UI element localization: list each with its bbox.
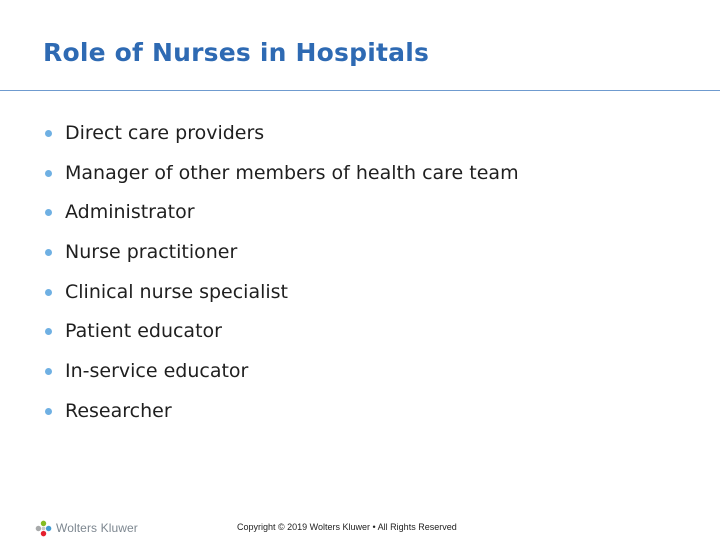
bullet-text: Clinical nurse specialist <box>65 280 288 303</box>
bullet-dot-icon <box>45 249 52 256</box>
bullet-text: Manager of other members of health care team <box>65 161 519 184</box>
bullet-dot-icon <box>45 368 52 375</box>
bullet-item-patient-educator <box>43 315 519 355</box>
bullet-text: In-service educator <box>65 360 249 383</box>
bullet-dot-icon <box>45 328 52 335</box>
bullet-text: Nurse practitioner <box>65 241 238 264</box>
bullet-item-clinical-nurse-specialist <box>43 276 519 316</box>
bullet-text: Patient educator <box>65 320 222 343</box>
bullet-dot-icon <box>45 289 52 296</box>
bullet-text: Researcher <box>65 399 172 422</box>
slide-title: Role of Nurses in Hospitals <box>43 38 430 67</box>
bullet-text: Direct care providers <box>65 122 265 144</box>
bullet-item-in-service-educator <box>43 355 519 395</box>
bullet-dot-icon <box>45 209 52 216</box>
bullet-text: Administrator <box>65 201 195 224</box>
bullet-item-manager <box>43 157 519 197</box>
wolters-kluwer-logo-icon <box>35 520 52 537</box>
bullet-dot-icon <box>45 170 52 177</box>
wolters-kluwer-logo <box>35 519 138 537</box>
bullet-item-researcher <box>43 395 519 435</box>
bullet-dot-icon <box>45 130 52 137</box>
copyright-text: Copyright © 2019 Wolters Kluwer • All Rights Reserved <box>237 522 457 532</box>
bullet-item-nurse-practitioner <box>43 236 519 276</box>
title-divider <box>0 90 720 91</box>
bullet-list <box>43 117 519 435</box>
bullet-item-direct-care-providers <box>43 117 519 157</box>
logo-text: Wolters Kluwer <box>56 521 138 535</box>
bullet-dot-icon <box>45 408 52 415</box>
bullet-item-administrator <box>43 196 519 236</box>
